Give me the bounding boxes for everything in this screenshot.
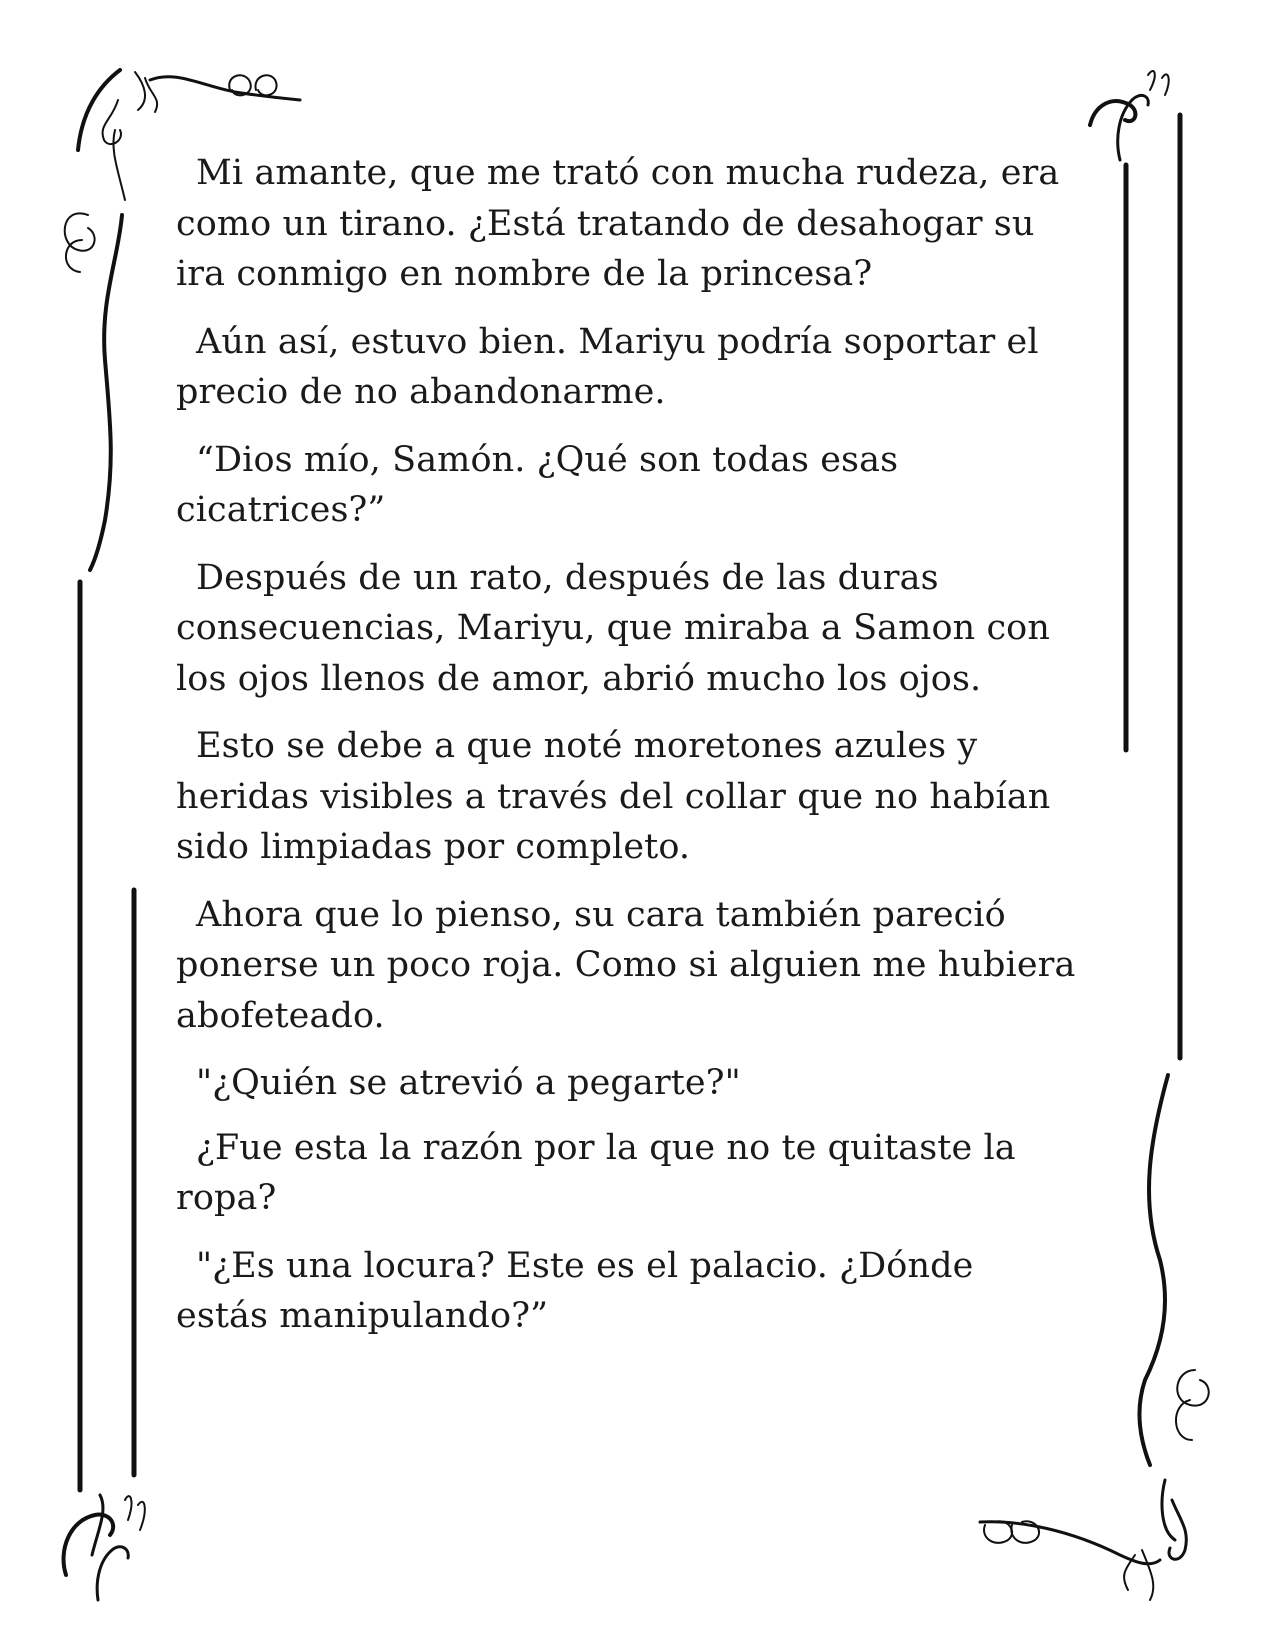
paragraph-6: Ahora que lo pienso, su cara también pareció ponerse un poco roja. Como si alguien me hubiera abofeteado.: [176, 894, 1076, 1036]
paragraph-4: Después de un rato, después de las duras consecuencias, Mariyu, que miraba a Samon con los ojos llenos de amor, abrió mucho los ojos.: [176, 557, 1050, 699]
bottom-left-flourish-icon: [64, 1495, 145, 1600]
top-right-flourish-icon: [1090, 71, 1169, 160]
paragraph-2: Aún así, estuvo bien. Mariyu podría soportar el precio de no abandonarme.: [176, 321, 1039, 412]
paragraph-9: "¿Es una locura? Este es el palacio. ¿Dónde estás manipulando?”: [176, 1245, 974, 1336]
paragraph-3: “Dios mío, Samón. ¿Qué son todas esas cicatrices?”: [176, 439, 899, 530]
paragraph-1: Mi amante, que me trató con mucha rudeza, era como un tirano. ¿Está tratando de desahogar su ira conmigo en nombre de la princesa?: [176, 153, 1060, 294]
paragraph-8: ¿Fue esta la razón por la que no te quitaste la ropa?: [176, 1127, 1016, 1218]
paragraph-5: Esto se debe a que noté moretones azules y heridas visibles a través del collar que no habían sido limpiadas por completo.: [176, 726, 1051, 867]
paragraph-7: "¿Quién se atrevió a pegarte?": [196, 1063, 741, 1103]
page-body: [176, 148, 1076, 1359]
